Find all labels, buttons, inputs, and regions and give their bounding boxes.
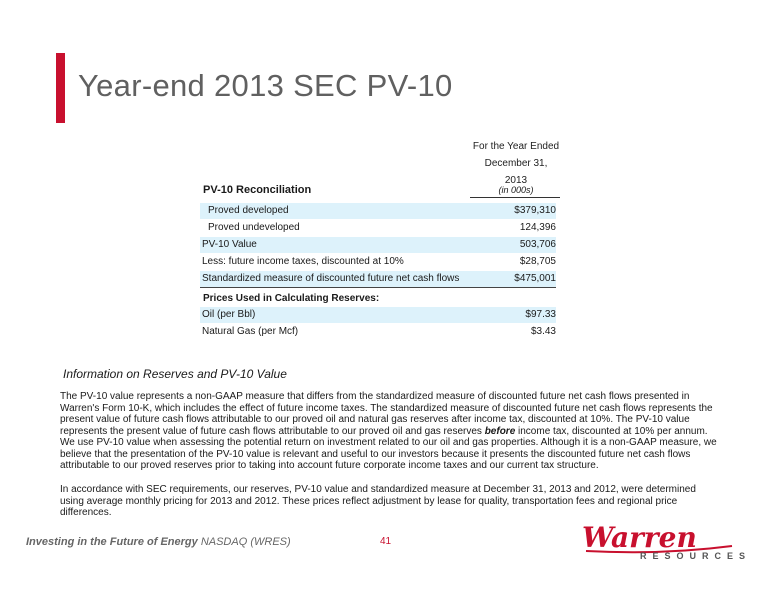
header-underline: [470, 197, 560, 198]
row-value: $28,705: [519, 256, 556, 267]
prices-label: Prices Used in Calculating Reserves:: [203, 293, 380, 304]
row-value: $379,310: [514, 205, 556, 216]
reconciliation-label: PV-10 Reconciliation: [203, 184, 312, 196]
row-label: Standardized measure of discounted future net cash flows: [202, 273, 460, 284]
logo-wordmark: Warren: [582, 521, 697, 554]
ticker-text: NASDAQ (WRES): [200, 536, 291, 548]
row-label: PV-10 Value: [202, 239, 257, 250]
row-label: Less: future income taxes, discounted at 10%: [202, 256, 404, 267]
para1-text-b: income tax, discounted at 10% per annum. We use PV-10 value when assessing the potential return on investment related to our oil and gas properties. Although it is a non-GAAP measure, we believe that the presentation of the PV-10 value is relevant and useful to our investors because it presents the discounted future net cash flows attributable to our proved reserves prior to taking into account future corporate income taxes and our current tax structure.: [60, 425, 717, 471]
info-paragraph-1: [60, 391, 720, 472]
column-header-line2: December 31,: [484, 158, 548, 169]
row-value: 503,706: [519, 239, 556, 250]
table-row: [200, 271, 556, 288]
unit-label: (in 000s): [498, 185, 534, 195]
tagline-text: Investing in the Future of Energy: [26, 536, 198, 548]
logo-subtitle: RESOURCES: [640, 551, 752, 561]
row-value: $97.33: [525, 309, 556, 320]
row-value: 124,396: [519, 222, 556, 233]
reconciliation-table: [200, 203, 556, 289]
row-label: Natural Gas (per Mcf): [202, 326, 299, 337]
table-row: [200, 203, 556, 219]
page-number: 41: [380, 536, 392, 547]
table-row: [200, 237, 556, 253]
table-row: [200, 254, 556, 270]
prices-table: [200, 307, 556, 341]
title-accent-bar: [56, 53, 65, 123]
row-value: $3.43: [530, 326, 556, 337]
row-label: Proved developed: [208, 205, 289, 216]
info-paragraph-2: In accordance with SEC requirements, our reserves, PV-10 value and standardized measure at December 31, 2013 and 2012, were determined using average monthly pricing for 2013 and 2012. These prices reflect adjustment by lease for quality, transportation fees and regional price differences.: [60, 484, 696, 518]
column-header-line3: 2013: [504, 175, 528, 186]
para1-text-a: The PV-10 value represents a non-GAAP measure that differs from the standardized measure of discounted future net cash flows presented in Warren's Form 10-K, which includes the effect of future income taxes. The standardized measure of discounted future net cash flows represents the present value of future cash flows attributable to our proved oil and natural gas reserves after income tax, discounted at 10%. The PV-10 value represents the present value of future cash flows attributable to our proved oil and gas reserves: [60, 391, 713, 437]
column-header: [466, 138, 566, 189]
table-row: [200, 307, 556, 323]
info-heading: Information on Reserves and PV-10 Value: [63, 367, 287, 381]
row-value: $475,001: [514, 273, 556, 284]
company-logo: [582, 521, 752, 564]
footer-tagline: [26, 536, 291, 548]
table-row: [200, 220, 556, 236]
row-label: Oil (per Bbl): [202, 309, 256, 320]
row-label: Proved undeveloped: [208, 222, 300, 233]
column-header-line1: For the Year Ended: [472, 141, 560, 152]
slide-title: Year-end 2013 SEC PV-10: [78, 68, 453, 103]
table-row: [200, 324, 556, 340]
para1-emphasis: before: [484, 425, 516, 437]
